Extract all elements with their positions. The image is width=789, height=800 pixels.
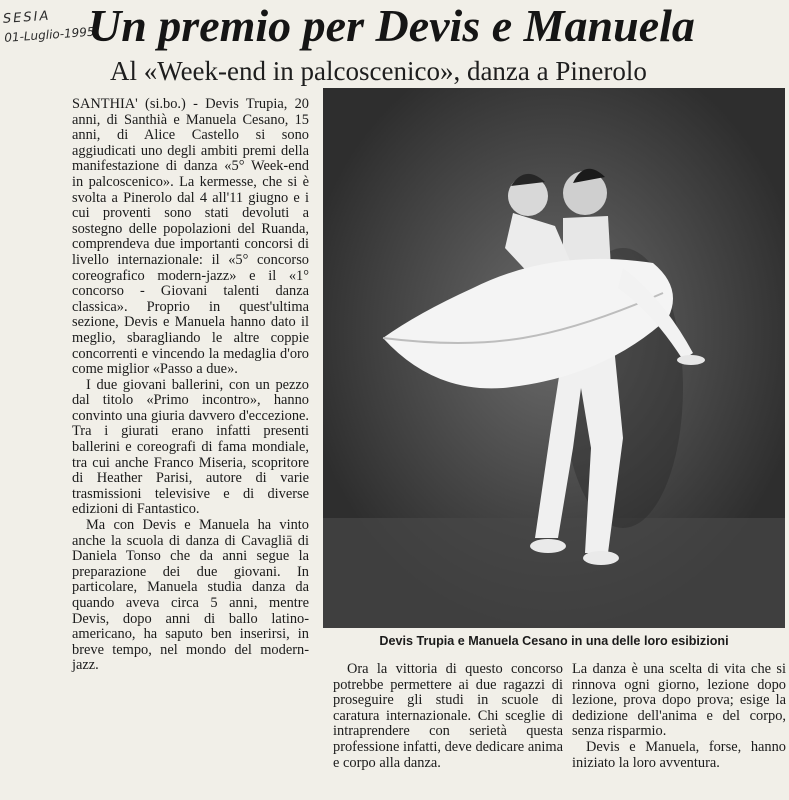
- article-column-2: [333, 662, 563, 771]
- paragraph: La danza è una scelta di vita che si rinnova ogni giorno, lezione dopo lezione, prova dopo prova; esige la dedizione dell'anima e del corpo, senza risparmio.: [572, 661, 786, 740]
- article-subheadline: Al «Week-end in palcoscenico», danza a Pinerolo: [110, 56, 647, 86]
- paragraph: I due giovani ballerini, con un pezzo dal titolo «Primo incontro», hanno convinto una giuria davvero d'eccezione. Tra i giurati erano infatti presenti ballerini e coreografi di fama mondiale, tra cui anche Franco Miseria, scopritore di Heather Parisi, autore di varie trasmissioni televisive e di diverse edizioni di Fantastico.: [72, 376, 309, 518]
- photo-caption: Devis Trupia e Manuela Cesano in una delle loro esibizioni: [379, 634, 729, 648]
- dancers-photo: [323, 88, 785, 628]
- dancers-illustration: [323, 88, 785, 628]
- handwritten-note-date: 01-Luglio-1995: [3, 24, 95, 45]
- paragraph: Ma con Devis e Manuela ha vinto anche la scuola di danza di Cavagliā di Daniela Tonso che da anni segue la preparazione dei due giovani. In particolare, Manuela studia danza da quando aveva circa 5 anni, mentre Devis, dopo anni di ballo latino-americano, ha saputo ben inserirsi, in breve tempo, nel mondo del modern-jazz.: [72, 517, 309, 674]
- handwritten-note-source: SESIA: [2, 8, 51, 27]
- article-headline: Un premio per Devis e Manuela: [88, 0, 695, 51]
- paragraph: SANTHIA' (si.bo.) - Devis Trupia, 20 anni, di Santhià e Manuela Cesano, 15 anni, di Alice Castello si sono aggiudicati uno degli ambiti premi della manifestazione di danza «5° Week-end in palcoscenico». La kermesse, che si è svolta a Pinerolo dal 4 all'11 giugno e i cui proventi sono stati devoluti a sostegno delle popolazioni del Ruanda, comprendeva due importanti concorsi di livello internazionale: il «5° concorso coreografico modern-jazz» e il «1° concorso - Giovani talenti danza classica». Proprio in quest'ultima sezione, Devis e Manuela hanno dato il meglio, sbaragliando le altre coppie concorrenti e vincendo la medaglia d'oro come miglior «Passo a due».: [72, 96, 309, 378]
- paragraph: Devis e Manuela, forse, hanno iniziato la loro avventura.: [572, 738, 786, 771]
- article-column-3: [572, 662, 786, 771]
- article-column-1: [72, 97, 309, 797]
- paragraph: Ora la vittoria di questo concorso potrebbe permettere ai due ragazzi di proseguire gli studi in scuole di caratura internazionale. Chi sceglie di intraprendere con serietà questa professione infatti, deve dedicare anima e corpo alla danza.: [333, 661, 563, 771]
